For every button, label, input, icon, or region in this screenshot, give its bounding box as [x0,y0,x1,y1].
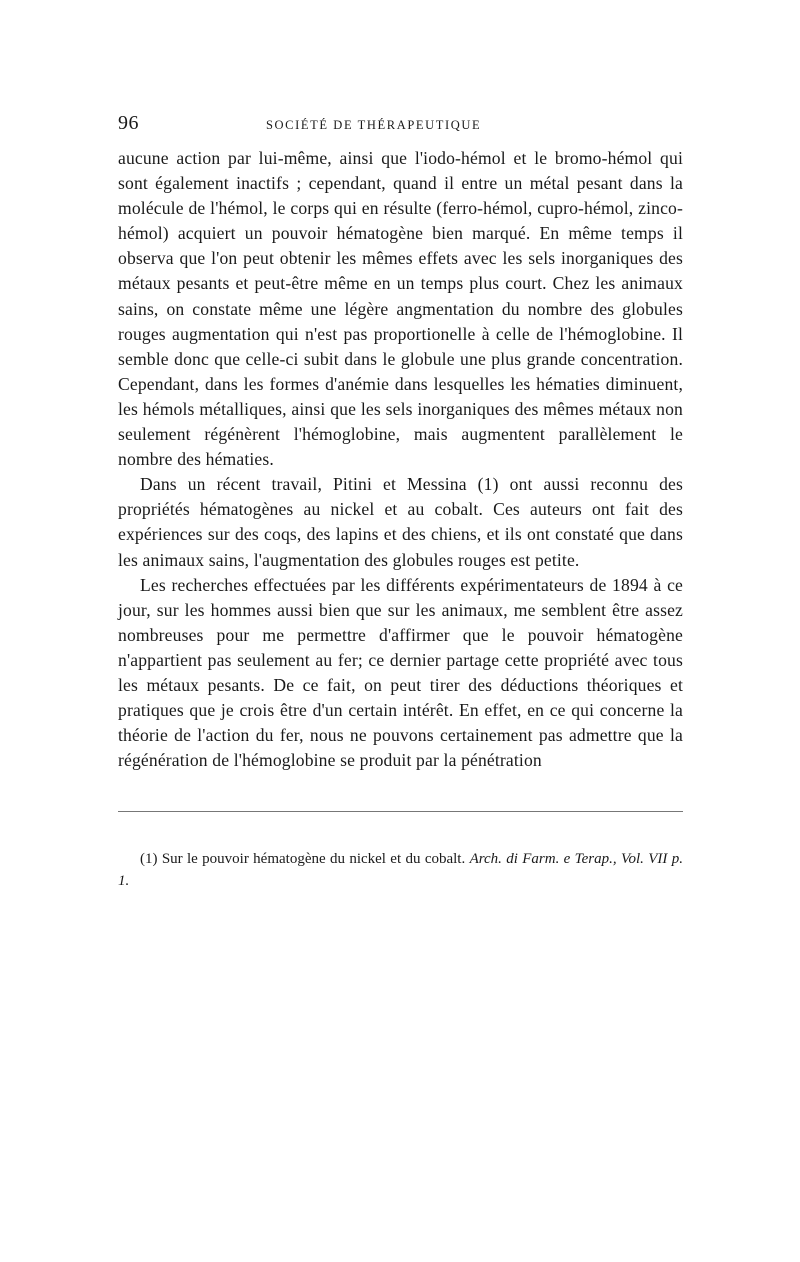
paragraph: Dans un récent travail, Pitini et Messina (1) ont aussi reconnu des propriétés hématogènes au nickel et au cobalt. Ces auteurs ont fait des expériences sur des coqs, des lapins et des chiens, et ils ont constaté que dans les animaux sains, l'augmentation des globules rouges est petite. [118,474,683,570]
footnote-text: (1) Sur le pouvoir hématogène du nickel et du cobalt. [140,851,466,868]
main-text [118,146,683,773]
footnote [118,848,683,892]
footnote-divider [118,811,683,812]
book-page [118,112,683,892]
running-header [118,112,683,146]
paragraph: Les recherches effectuées par les différents expérimentateurs de 1894 à ce jour, sur les hommes aussi bien que sur les animaux, me semblent être assez nombreuses pour me permettre d'affirmer que le pouvoir hématogène n'appartient pas seulement au fer; ce dernier partage cette propriété avec tous les métaux pesants. De ce fait, on peut tirer des déductions théoriques et pratiques que je crois être d'un certain intérêt. En effet, en ce qui concerne la théorie de l'action du fer, nous ne pouvons certainement pas admettre que la régénération de l'hémoglobine se produit par la pénétration [118,574,683,771]
running-title: SOCIÉTÉ DE THÉRAPEUTIQUE [266,118,482,132]
footnote-citation: Arch. di Farm. e Terap., Vol. VII p. 1. [118,851,683,890]
page-number: 96 [118,112,139,134]
paragraph: aucune action par lui-même, ainsi que l'iodo-hémol et le bromo-hémol qui sont également inactifs ; cependant, quand il entre un métal pesant dans la molécule de l'hémol, le corps qui en résulte (ferro-hémol, cupro-hémol, zinco-hémol) acquiert un pouvoir hématogène bien marqué. En même temps il observa que l'on peut obtenir les mêmes effets avec les sels inorganiques des métaux pesants et peut-être même en un temps plus court. Chez les animaux sains, on constate même une légère angmentation du nombre des globules rouges augmentation qui n'est pas proportionelle à celle de l'hémoglobine. Il semble donc que celle-ci subit dans le globule une plus grande concentration. Cependant, dans les formes d'anémie dans lesquelles les hématies diminuent, les hémols métalliques, ainsi que les sels inorganiques des mêmes métaux non seulement régénèrent l'hémoglobine, mais augmentent parallèlement le nombre des hématies. [118,148,683,470]
